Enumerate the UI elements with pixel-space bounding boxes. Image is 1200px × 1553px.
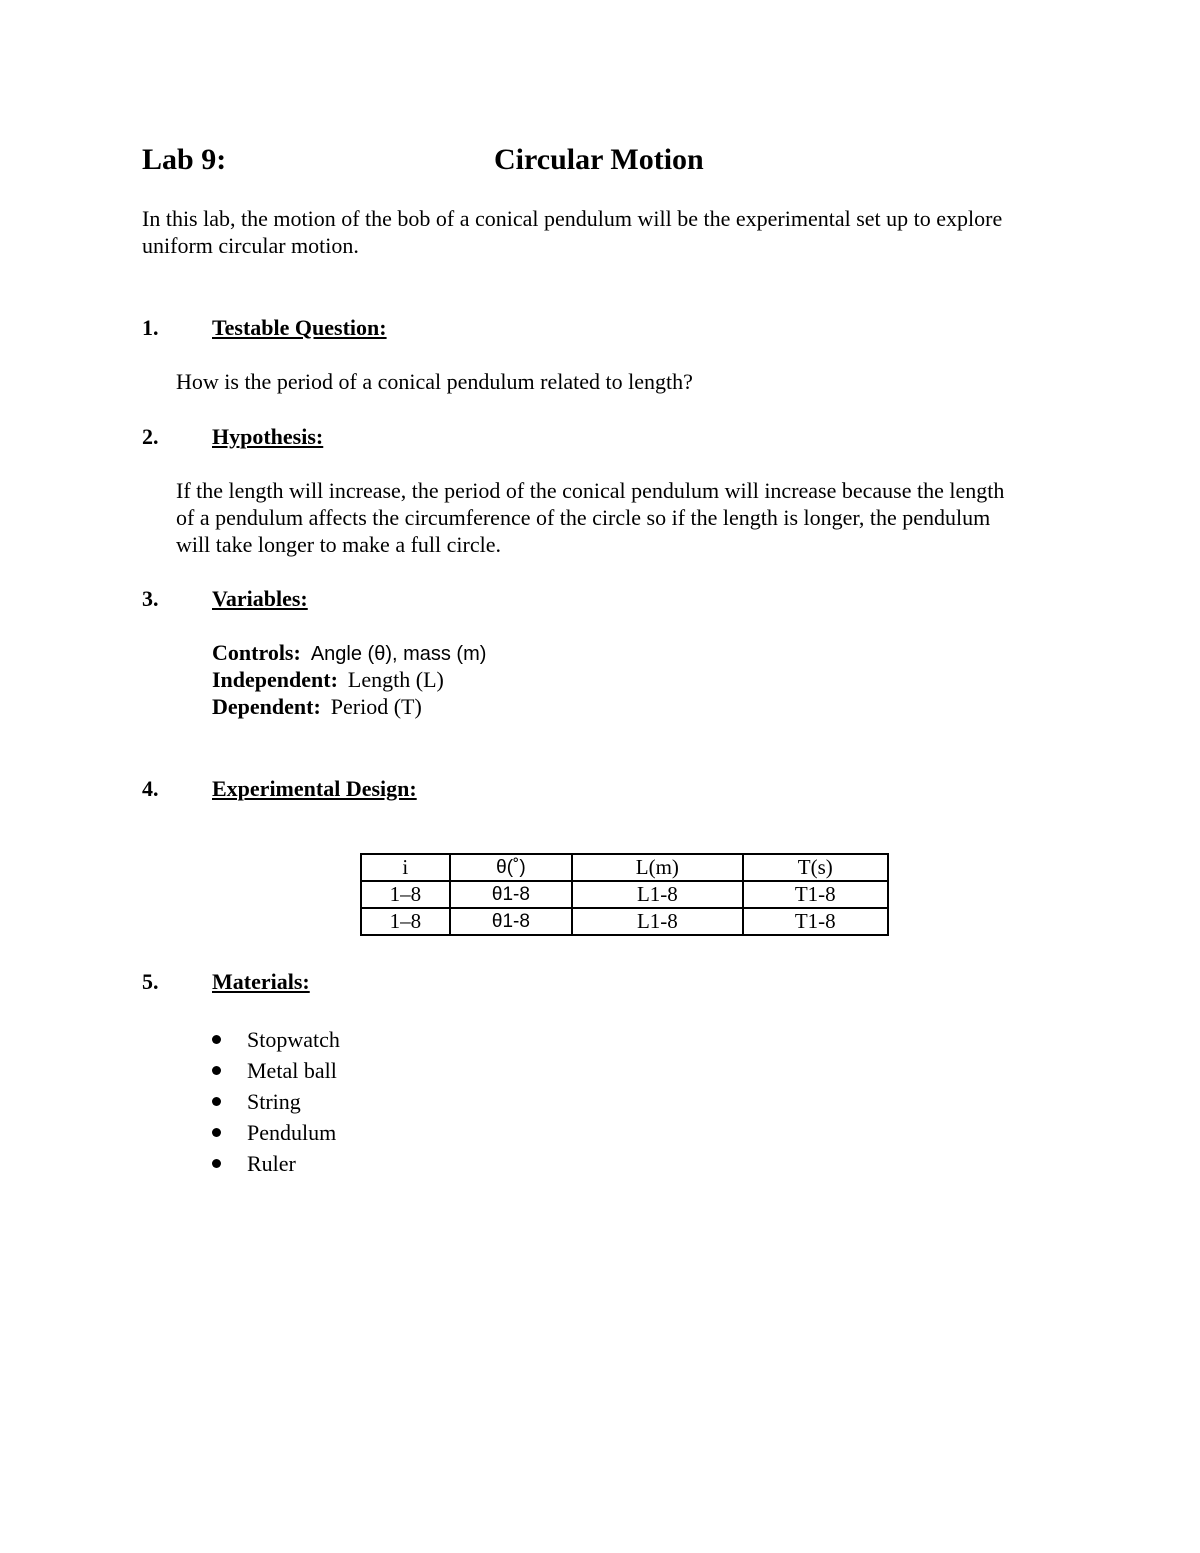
table-row (361, 881, 888, 908)
table-row (361, 908, 888, 935)
table-header-row (361, 854, 888, 881)
table-cell: 1–8 (361, 881, 450, 908)
independent-value: Length (L) (347, 667, 444, 692)
table-cell: 1–8 (361, 908, 450, 935)
intro-paragraph: In this lab, the motion of the bob of a conical pendulum will be the experimental set up to explore uniform circular motion. (142, 206, 1003, 258)
list-item (212, 1117, 340, 1148)
controls-label: Controls: (212, 640, 301, 665)
hypothesis-text: If the length will increase, the period of the conical pendulum will increase because the length of a pendulum affects the circumference of the circle so if the length is longer, the pendulum will take longer to make a full circle. (176, 478, 1005, 557)
independent-line (212, 666, 444, 693)
table-cell: θ1-8 (450, 908, 573, 935)
list-item (212, 1148, 340, 1179)
section-5-heading: Materials: (212, 969, 310, 994)
dependent-label: Dependent: (212, 694, 321, 719)
section-2-heading: Hypothesis: (212, 424, 324, 449)
bullet-icon (212, 1066, 221, 1075)
page-title: Circular Motion (494, 143, 704, 176)
controls-value: Angle (θ), mass (m) (310, 643, 487, 665)
material-label: Ruler (247, 1151, 296, 1176)
section-3-number: 3. (142, 586, 159, 611)
section-4-heading: Experimental Design: (212, 776, 417, 801)
section-1-heading: Testable Question: (212, 315, 387, 340)
lab-number: Lab 9: (142, 143, 227, 176)
material-label: String (247, 1089, 301, 1114)
section-1-number: 1. (142, 315, 159, 340)
section-3-heading: Variables: (212, 586, 308, 611)
material-label: Stopwatch (247, 1027, 340, 1052)
list-item (212, 1055, 340, 1086)
dependent-line (212, 693, 422, 720)
independent-label: Independent: (212, 667, 338, 692)
controls-line (212, 639, 486, 668)
header-cell: θ(˚) (450, 854, 573, 881)
section-2-number: 2. (142, 424, 159, 449)
list-item (212, 1086, 340, 1117)
table-cell: T1-8 (743, 881, 888, 908)
testable-question-text: How is the period of a conical pendulum related to length? (176, 369, 693, 394)
table-cell: θ1-8 (450, 881, 573, 908)
material-label: Pendulum (247, 1120, 337, 1145)
table-cell: T1-8 (743, 908, 888, 935)
bullet-icon (212, 1097, 221, 1106)
dependent-value: Period (T) (330, 694, 422, 719)
bullet-icon (212, 1035, 221, 1044)
material-label: Metal ball (247, 1058, 337, 1083)
header-cell: i (361, 854, 450, 881)
table-cell: L1-8 (572, 908, 742, 935)
section-5-number: 5. (142, 969, 159, 994)
experimental-design-table (360, 853, 889, 936)
header-cell: L(m) (572, 854, 742, 881)
bullet-icon (212, 1128, 221, 1137)
table-cell: L1-8 (572, 881, 742, 908)
bullet-icon (212, 1159, 221, 1168)
section-4-number: 4. (142, 776, 159, 801)
materials-list (212, 1024, 340, 1179)
list-item (212, 1024, 340, 1055)
header-cell: T(s) (743, 854, 888, 881)
